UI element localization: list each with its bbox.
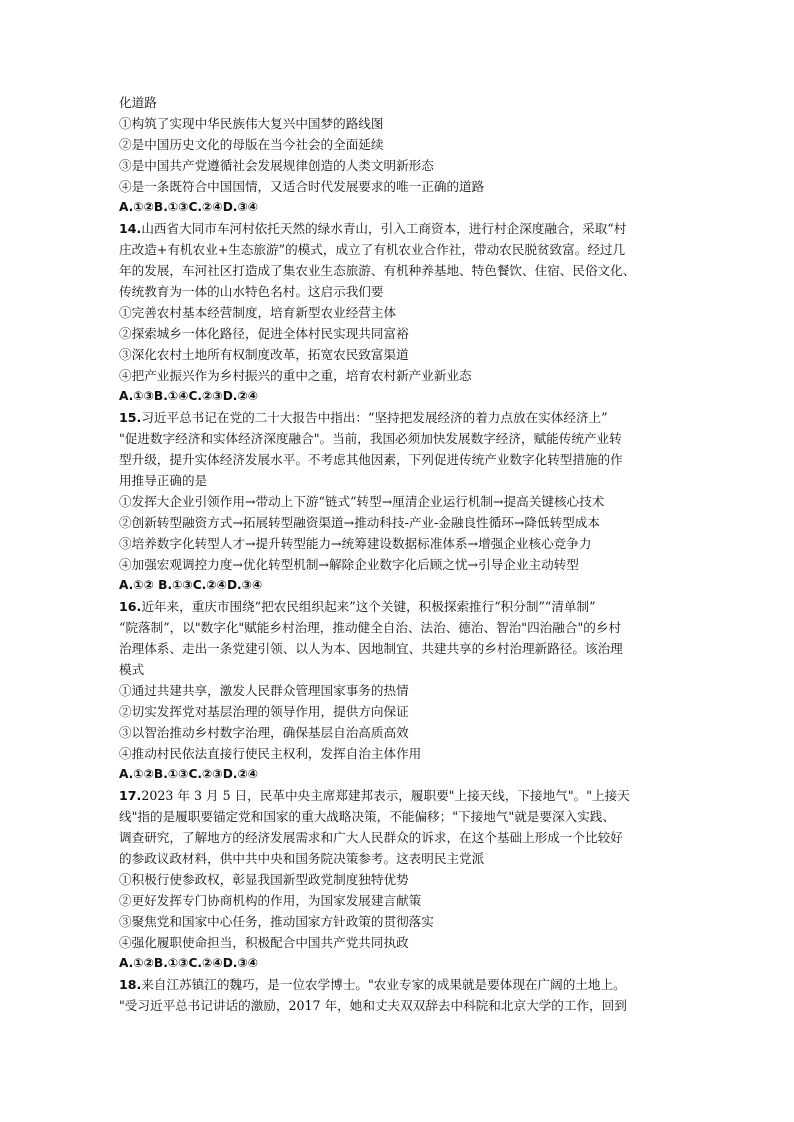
question-18 (119, 974, 679, 1016)
option-1: ①完善农村基本经营制度，培育新型农业经营主体 (119, 305, 397, 320)
question-stem-line: 庄改造+有机农业+生态旅游”的模式，成立了有机农业合作社，带动农民脱贫致富。经过几 (119, 242, 626, 257)
option-1: ①通过共建共享，激发人民群众管理国家事务的热情 (119, 683, 409, 698)
question-stem-line: 线"指的是履职要锚定党和国家的重大战略决策，不能偏移；"下接地气"就是要深入实践、 (119, 809, 615, 824)
question-stem-line: 2023 年 3 月 5 日，民革中央主席郑建邦表示，履职要"上接天线，下接地气"。"上接天 (141, 788, 630, 803)
option-1: ①积极行使参政权，彰显我国新型政党制度独特优势 (119, 872, 409, 887)
answer-choices: A.①②B.①③C.②④D.③④ (119, 200, 259, 214)
question-stem-line: 山西省大同市车河村依托天然的绿水青山，引入工商资本，进行村企深度融合，采取“村 (141, 221, 627, 236)
question-stem-line: 传统教育为一体的山水特色名村。这启示我们要 (119, 284, 384, 299)
document-page (119, 92, 679, 1016)
question-stem-line: 调查研究，了解地方的经济发展需求和广大人民群众的诉求，在这个基础上形成一个比较好 (119, 830, 623, 845)
question-stem-line: 型升级，提升实体经济发展水平。不考虑其他因素，下列促进传统产业数字化转型措施的作 (119, 452, 623, 467)
option-3: ③是中国共产党遵循社会发展规律创造的人类文明新形态 (119, 158, 434, 173)
question-16 (119, 596, 679, 785)
option-3: ③聚焦党和国家中心任务，推动国家方针政策的贯彻落实 (119, 914, 434, 929)
continued-text: 化道路 (119, 95, 157, 110)
option-4: ④是一条既符合中国国情，又适合时代发展要求的唯一正确的道路 (119, 179, 485, 194)
question-17 (119, 785, 679, 974)
option-3: ③以智治推动乡村数字治理，确保基层自治高质高效 (119, 725, 409, 740)
question-stem-line: 用推导正确的是 (119, 473, 208, 488)
option-3: ③深化农村土地所有权制度改革，拓宽农民致富渠道 (119, 347, 409, 362)
option-1: ①构筑了实现中华民族伟大复兴中国梦的路线图 (119, 116, 384, 131)
option-2: ②探索城乡一体化路径，促进全体村民实现共同富裕 (119, 326, 409, 341)
answer-choices: A.①②B.①③C.②③D.②④ (119, 767, 259, 781)
question-stem-line: 年的发展，车河社区打造成了集农业生态旅游、有机种养基地、特色餐饮、住宿、民俗文化、 (119, 263, 636, 278)
question-number: 14. (119, 221, 142, 236)
question-number: 17. (119, 788, 142, 803)
option-3: ③培养数字化转型人才→提升转型能力→统筹建设数据标准体系→增强企业核心竞争力 (119, 536, 592, 551)
option-2: ②是中国历史文化的母版在当今社会的全面延续 (119, 137, 384, 152)
option-4: ④把产业振兴作为乡村振兴的重中之重，培育农村新产业新业态 (119, 368, 472, 383)
question-15 (119, 407, 679, 596)
question-number: 18. (119, 977, 142, 992)
question-stem-line: 近年来，重庆市围绕“把农民组织起来”这个关键，积极探索推行“积分制”“清单制” (141, 599, 596, 614)
question-13-options (119, 113, 679, 218)
question-stem-line: “院落制”，以"数字化"赋能乡村治理，推动健全自治、法治、德治、智治"四治融合"的乡村 (119, 620, 622, 635)
question-stem-line: 来自江苏镇江的魏巧，是一位农学博士。"农业专家的成果就是要体现在广阔的土地上。 (141, 977, 626, 992)
question-stem-line: "受习近平总书记讲话的激励，2017 年，她和丈夫双双辞去中科院和北京大学的工作，回到 (119, 998, 627, 1013)
answer-choices: A.①②B.①③C.②④D.③④ (119, 956, 259, 970)
answer-choices: A.①② B.①③C.②④D.③④ (119, 578, 263, 592)
option-2: ②切实发挥党对基层治理的领导作用，提供方向保证 (119, 704, 409, 719)
question-number: 15. (119, 410, 142, 425)
option-4: ④加强宏观调控力度→优化转型机制→解除企业数字化后顾之忧→引导企业主动转型 (119, 557, 579, 572)
option-2: ②更好发挥专门协商机构的作用，为国家发展建言献策 (119, 893, 422, 908)
question-stem-line: 治理体系、走出一条党建引领、以人为本、因地制宜、共建共享的乡村治理新路径。该治理 (119, 641, 623, 656)
question-stem-line: "促进数字经济和实体经济深度融合"。当前，我国必须加快发展数字经济，赋能传统产业转 (119, 431, 622, 446)
option-1: ①发挥大企业引领作用→带动上下游“链式”转型→厘清企业运行机制→提高关键核心技术 (119, 494, 605, 509)
question-14 (119, 218, 679, 407)
option-4: ④强化履职使命担当，积极配合中国共产党共同执政 (119, 935, 409, 950)
question-number: 16. (119, 599, 142, 614)
question-stem-line: 模式 (119, 662, 145, 677)
question-stem-line: 习近平总书记在党的二十大报告中指出：“坚持把发展经济的着力点放在实体经济上” (141, 410, 608, 425)
answer-choices: A.①③B.①④C.②③D.②④ (119, 389, 259, 403)
option-2: ②创新转型融资方式→拓展转型融资渠道→推动科技-产业-金融良性循环→降低转型成本 (119, 515, 600, 530)
question-stem-line: 的参政议政材料，供中共中央和国务院决策参考。这表明民主党派 (119, 851, 485, 866)
option-4: ④推动村民依法直接行使民主权利，发挥自治主体作用 (119, 746, 422, 761)
